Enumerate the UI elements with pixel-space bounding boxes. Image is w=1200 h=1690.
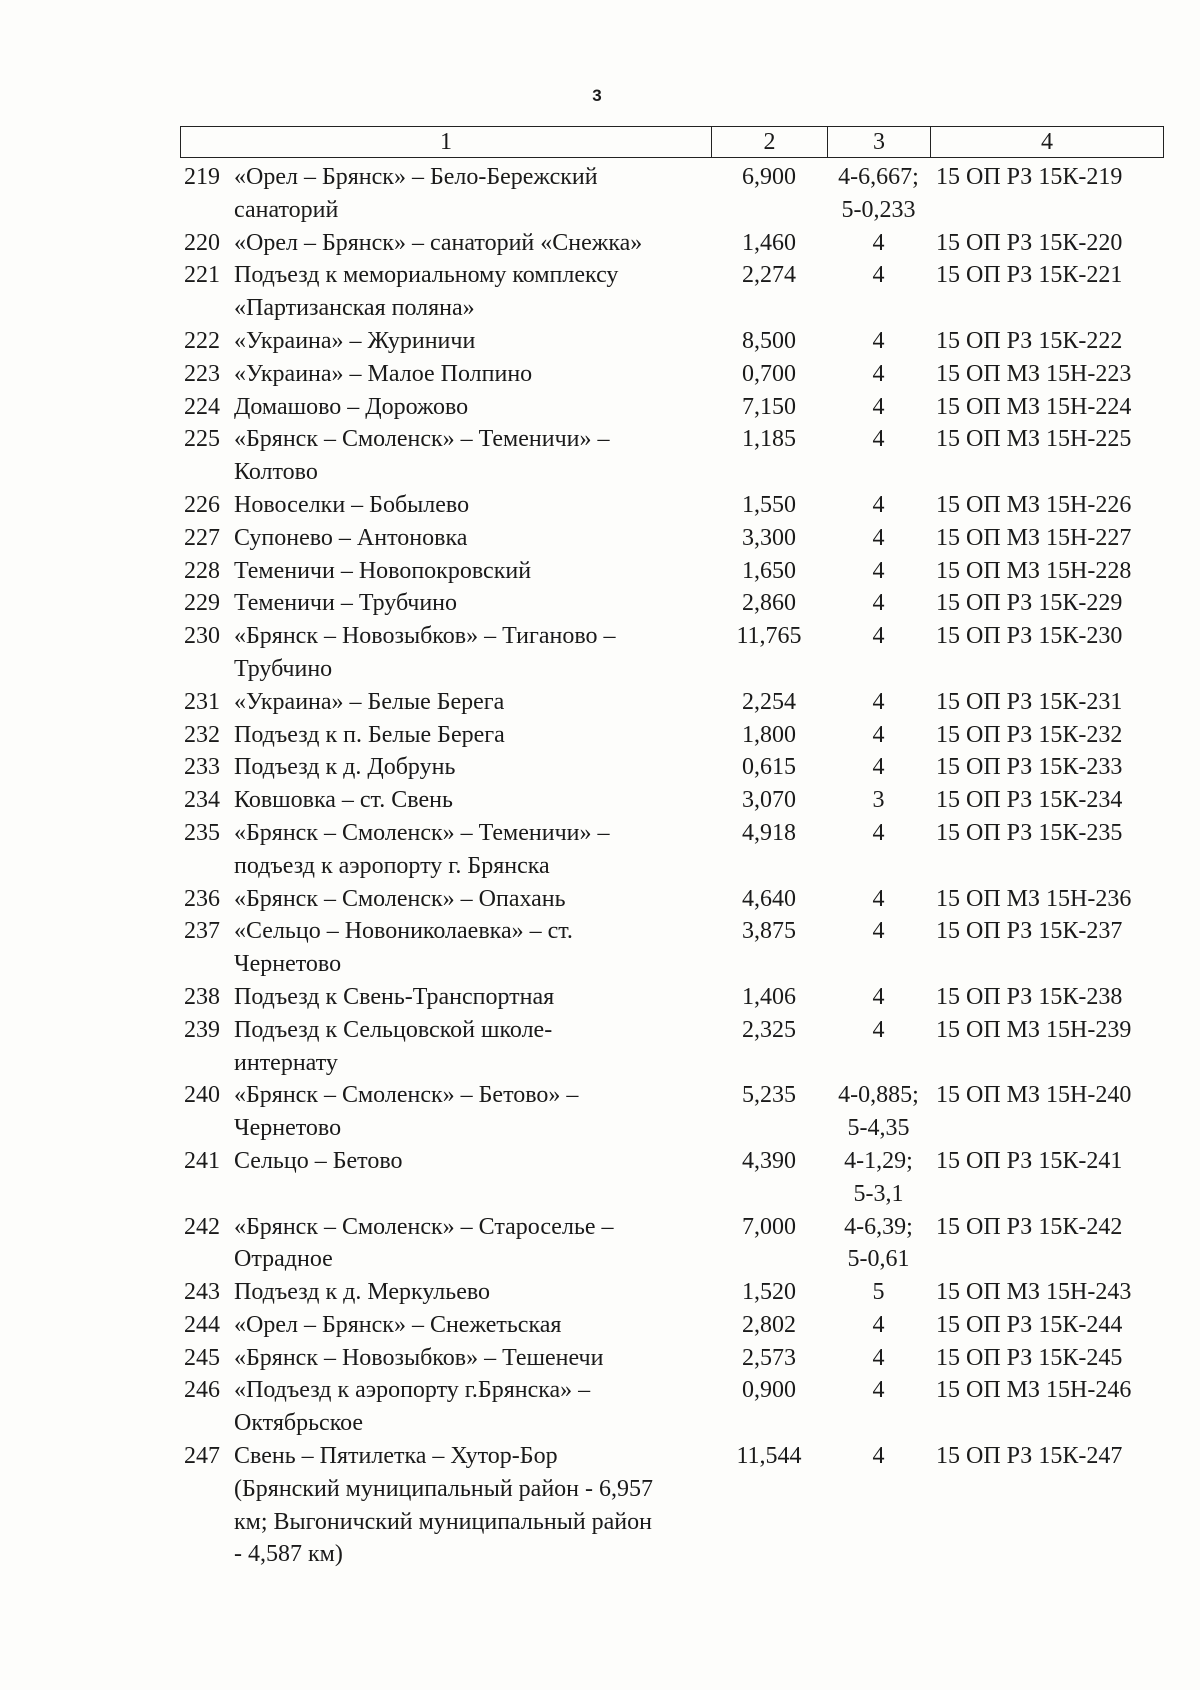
road-id: 15 ОП МЗ 15Н-240 [936, 1082, 1132, 1109]
road-id: 15 ОП МЗ 15Н-246 [936, 1377, 1132, 1404]
row-number: 222 [184, 327, 220, 354]
road-category-line: 4 [872, 524, 885, 551]
row-number: 227 [184, 524, 220, 551]
table-body [180, 161, 1180, 1571]
road-id: 15 ОП РЗ 15К-242 [936, 1213, 1123, 1240]
road-category-line: 5-0,233 [841, 196, 916, 223]
row-number: 219 [184, 164, 220, 190]
road-category [827, 1014, 930, 1080]
road-id: 15 ОП РЗ 15К-229 [936, 590, 1123, 617]
road-length: 2,254 [742, 688, 796, 715]
road-category-line: 5-0,61 [847, 1246, 910, 1273]
road-id: 15 ОП РЗ 15К-233 [936, 754, 1123, 781]
road-id: 15 ОП РЗ 15К-222 [936, 327, 1123, 354]
table-row [180, 587, 1180, 620]
row-number: 238 [184, 983, 220, 1010]
road-name [234, 1309, 711, 1342]
road-category-line: 4 [872, 1344, 885, 1371]
road-category [827, 522, 930, 555]
road-id: 15 ОП МЗ 15Н-226 [936, 491, 1132, 518]
road-category-line: 4 [872, 327, 885, 354]
table-row [180, 817, 1180, 883]
table-row [180, 1342, 1180, 1375]
row-number: 234 [184, 787, 220, 814]
road-category [827, 325, 930, 358]
road-name-line: «Брянск – Смоленск» – Бетово» – [234, 1082, 579, 1109]
table-row [180, 1276, 1180, 1309]
road-name-line: санаторий [234, 196, 339, 223]
road-length: 4,918 [742, 819, 796, 846]
road-name [234, 915, 711, 981]
road-length: 2,860 [742, 590, 796, 617]
road-length: 4,640 [742, 885, 796, 912]
row-number: 246 [184, 1377, 220, 1404]
road-name-line: Подъезд к мемориальному комплексу [234, 262, 619, 289]
road-name-line: «Брянск – Смоленск» – Опахань [234, 885, 566, 912]
row-number: 232 [184, 721, 220, 748]
road-name-line: Новоселки – Бобылево [234, 491, 470, 518]
page-number: 3 [592, 86, 602, 105]
road-name-line: «Брянск – Смоленск» – Теменичи» – [234, 426, 610, 453]
road-name [234, 391, 711, 424]
road-length: 3,875 [742, 918, 796, 945]
road-name [234, 719, 711, 752]
table-row [180, 1079, 1180, 1145]
road-category-line: 4 [872, 1016, 885, 1043]
road-name-line: «Орел – Брянск» – санаторий «Снежка» [234, 229, 643, 256]
road-category [827, 784, 930, 817]
road-name-line: Колтово [234, 459, 318, 486]
road-name-line: (Брянский муниципальный район - 6,957 [234, 1475, 653, 1502]
road-id: 15 ОП МЗ 15Н-236 [936, 885, 1132, 912]
road-name-line: подъезд к аэропорту г. Брянска [234, 852, 550, 879]
road-length: 11,544 [736, 1443, 802, 1470]
table-row [180, 391, 1180, 424]
road-category [827, 620, 930, 686]
road-name [234, 555, 711, 588]
road-id: 15 ОП МЗ 15Н-225 [936, 426, 1132, 453]
table-row [180, 981, 1180, 1014]
road-category [827, 391, 930, 424]
road-id: 15 ОП МЗ 15Н-243 [936, 1279, 1132, 1306]
road-category [827, 1276, 930, 1309]
table-row [180, 1145, 1180, 1211]
road-category [827, 1342, 930, 1375]
road-length: 1,406 [742, 983, 796, 1010]
road-name-line: Отрадное [234, 1246, 333, 1273]
road-name [234, 686, 711, 719]
row-number: 224 [184, 393, 220, 420]
road-name [234, 522, 711, 555]
road-category-line: 4 [872, 623, 885, 650]
road-category-line: 5-3,1 [853, 1180, 904, 1207]
road-category [827, 686, 930, 719]
road-name [234, 587, 711, 620]
table-row [180, 1211, 1180, 1277]
road-length: 1,460 [742, 229, 796, 256]
road-length: 8,500 [742, 327, 796, 354]
header-col-2: 2 [712, 127, 828, 157]
road-id: 15 ОП МЗ 15Н-224 [936, 393, 1132, 420]
row-number: 236 [184, 885, 220, 912]
road-length: 4,390 [742, 1147, 796, 1174]
row-number: 226 [184, 491, 220, 518]
table-row [180, 489, 1180, 522]
road-name [234, 1276, 711, 1309]
row-number: 230 [184, 623, 220, 650]
road-category-line: 4-6,667; [838, 164, 919, 190]
road-name-line: Свень – Пятилетка – Хутор-Бор [234, 1443, 558, 1470]
road-name-line: Подъезд к Свень-Транспортная [234, 983, 555, 1010]
road-name [234, 981, 711, 1014]
row-number: 243 [184, 1279, 220, 1306]
row-number: 241 [184, 1147, 220, 1174]
row-number: 221 [184, 262, 220, 289]
road-category [827, 751, 930, 784]
road-name-line: км; Выгоничский муниципальный район [234, 1508, 652, 1535]
road-length: 2,802 [742, 1311, 796, 1338]
road-category [827, 817, 930, 883]
road-name [234, 259, 711, 325]
road-name [234, 1211, 711, 1277]
road-category-line: 4 [872, 491, 885, 518]
road-category [827, 1374, 930, 1440]
table-row [180, 686, 1180, 719]
road-id: 15 ОП РЗ 15К-244 [936, 1311, 1123, 1338]
row-number: 225 [184, 426, 220, 453]
road-id: 15 ОП РЗ 15К-247 [936, 1443, 1123, 1470]
road-name [234, 1342, 711, 1375]
road-name-line: Супонево – Антоновка [234, 524, 468, 551]
road-id: 15 ОП РЗ 15К-221 [936, 262, 1123, 289]
row-number: 242 [184, 1213, 220, 1240]
road-length: 6,900 [742, 164, 796, 190]
road-category-line: 4 [872, 426, 885, 453]
header-col-3: 3 [828, 127, 931, 157]
road-category [827, 883, 930, 916]
road-name-line: Трубчино [234, 655, 333, 682]
road-name [234, 817, 711, 883]
table-row [180, 555, 1180, 588]
table-row [180, 784, 1180, 817]
road-name [234, 161, 711, 227]
road-name-line: «Брянск – Смоленск» – Староселье – [234, 1213, 614, 1240]
row-number: 247 [184, 1443, 220, 1470]
road-length: 7,000 [742, 1213, 796, 1240]
road-category-line: 4 [872, 557, 885, 584]
road-name [234, 325, 711, 358]
road-name-line: Подъезд к д. Добрунь [234, 754, 456, 781]
row-number: 231 [184, 688, 220, 715]
road-name-line: Чернетово [234, 951, 342, 978]
road-category-line: 4 [872, 229, 885, 256]
road-name [234, 423, 711, 489]
road-name-line: Сельцо – Бетово [234, 1147, 403, 1174]
road-name-line: «Украина» – Белые Берега [234, 688, 505, 715]
row-number: 245 [184, 1344, 220, 1371]
road-id: 15 ОП РЗ 15К-245 [936, 1344, 1123, 1371]
road-id: 15 ОП РЗ 15К-232 [936, 721, 1123, 748]
table-row [180, 1309, 1180, 1342]
road-id: 15 ОП РЗ 15К-237 [936, 918, 1123, 945]
road-category-line: 5 [872, 1279, 885, 1306]
road-id: 15 ОП РЗ 15К-235 [936, 819, 1123, 846]
road-name-line: Чернетово [234, 1115, 342, 1142]
row-number: 233 [184, 754, 220, 781]
road-category-line: 4 [872, 590, 885, 617]
row-number: 235 [184, 819, 220, 846]
road-length: 2,573 [742, 1344, 796, 1371]
road-category-line: 4-6,39; [844, 1213, 913, 1240]
table-row [180, 161, 1180, 227]
road-name [234, 1079, 711, 1145]
road-length: 11,765 [736, 623, 802, 650]
road-category [827, 358, 930, 391]
road-category [827, 1440, 930, 1571]
road-name-line: «Брянск – Смоленск» – Теменичи» – [234, 819, 610, 846]
road-id: 15 ОП РЗ 15К-219 [936, 164, 1123, 190]
table-row [180, 423, 1180, 489]
road-length: 1,520 [742, 1279, 796, 1306]
row-number: 228 [184, 557, 220, 584]
road-id: 15 ОП МЗ 15Н-223 [936, 360, 1132, 387]
road-category [827, 423, 930, 489]
road-name-line: - 4,587 км) [234, 1541, 343, 1568]
road-length: 5,235 [742, 1082, 796, 1109]
road-category [827, 1309, 930, 1342]
table-row [180, 751, 1180, 784]
road-category-line: 4 [872, 721, 885, 748]
road-name [234, 620, 711, 686]
road-category-line: 4-1,29; [844, 1147, 913, 1174]
road-name-line: Подъезд к д. Меркульево [234, 1279, 491, 1306]
row-number: 223 [184, 360, 220, 387]
road-name-line: Теменичи – Новопокровский [234, 557, 532, 584]
row-number: 229 [184, 590, 220, 617]
road-id: 15 ОП МЗ 15Н-227 [936, 524, 1132, 551]
road-category [827, 981, 930, 1014]
road-name-line: Ковшовка – ст. Свень [234, 787, 453, 814]
road-id: 15 ОП МЗ 15Н-228 [936, 557, 1132, 584]
table-row [180, 1374, 1180, 1440]
road-length: 1,185 [742, 426, 796, 453]
road-length: 2,325 [742, 1016, 796, 1043]
road-category-line: 4 [872, 688, 885, 715]
road-name [234, 227, 711, 260]
road-name-line: интернату [234, 1049, 338, 1076]
road-category [827, 489, 930, 522]
road-name-line: «Брянск – Новозыбков» – Тешенечи [234, 1344, 604, 1371]
road-id: 15 ОП РЗ 15К-230 [936, 623, 1123, 650]
road-id: 15 ОП РЗ 15К-241 [936, 1147, 1123, 1174]
road-id: 15 ОП МЗ 15Н-239 [936, 1016, 1132, 1043]
road-name-line: «Орел – Брянск» – Бело-Бережский [234, 164, 598, 190]
road-category-line: 4 [872, 918, 885, 945]
road-category-line: 4 [872, 885, 885, 912]
row-number: 240 [184, 1082, 220, 1109]
row-number: 237 [184, 918, 220, 945]
road-name-line: «Орел – Брянск» – Снежетьская [234, 1311, 562, 1338]
road-name-line: «Сельцо – Новониколаевка» – ст. [234, 918, 573, 945]
road-length: 0,615 [742, 754, 796, 781]
row-number: 220 [184, 229, 220, 256]
road-name-line: Подъезд к п. Белые Берега [234, 721, 505, 748]
road-category-line: 4-0,885; [838, 1082, 919, 1109]
road-category-line: 4 [872, 754, 885, 781]
row-number: 244 [184, 1311, 220, 1338]
table-row [180, 259, 1180, 325]
road-name [234, 751, 711, 784]
table-row [180, 719, 1180, 752]
header-col-1: 1 [181, 127, 712, 157]
road-category-line: 4 [872, 819, 885, 846]
road-category [827, 587, 930, 620]
road-name-line: «Подъезд к аэропорту г.Брянска» – [234, 1377, 591, 1404]
table-row [180, 1014, 1180, 1080]
road-id: 15 ОП РЗ 15К-238 [936, 983, 1123, 1010]
road-length: 2,274 [742, 262, 796, 289]
row-number: 239 [184, 1016, 220, 1043]
road-name [234, 784, 711, 817]
table-row [180, 227, 1180, 260]
road-category [827, 1079, 930, 1145]
road-length: 1,800 [742, 721, 796, 748]
road-name-line: «Партизанская поляна» [234, 295, 475, 322]
road-category [827, 1211, 930, 1277]
road-category-line: 4 [872, 393, 885, 420]
road-category-line: 4 [872, 1311, 885, 1338]
road-name [234, 1014, 711, 1080]
road-id: 15 ОП РЗ 15К-220 [936, 229, 1123, 256]
road-category [827, 555, 930, 588]
road-name-line: «Украина» – Журиничи [234, 327, 476, 354]
road-length: 7,150 [742, 393, 796, 420]
header-col-4: 4 [1041, 129, 1053, 155]
road-category-line: 4 [872, 1377, 885, 1404]
road-category [827, 1145, 930, 1211]
road-category-line: 5-4,35 [847, 1115, 910, 1142]
table-row [180, 522, 1180, 555]
road-length: 0,700 [742, 360, 796, 387]
road-name [234, 883, 711, 916]
road-name [234, 358, 711, 391]
road-name-line: Октябрьское [234, 1410, 364, 1437]
road-category-line: 3 [872, 787, 885, 814]
table-row [180, 620, 1180, 686]
road-category-line: 4 [872, 983, 885, 1010]
road-name-line: Домашово – Дорожово [234, 393, 469, 420]
table-row [180, 358, 1180, 391]
road-category-line: 4 [872, 262, 885, 289]
road-length: 3,300 [742, 524, 796, 551]
road-name-line: «Украина» – Малое Полпино [234, 360, 533, 387]
road-name [234, 1440, 711, 1571]
road-length: 1,650 [742, 557, 796, 584]
road-category [827, 719, 930, 752]
road-category-line: 4 [872, 360, 885, 387]
table-row [180, 1440, 1180, 1571]
road-name-line: Подъезд к Сельцовской школе- [234, 1016, 553, 1043]
table-header [180, 126, 1164, 158]
road-category [827, 227, 930, 260]
road-category-line: 4 [872, 1443, 885, 1470]
road-id: 15 ОП РЗ 15К-231 [936, 688, 1123, 715]
road-length: 3,070 [742, 787, 796, 814]
road-length: 1,550 [742, 491, 796, 518]
table-row [180, 325, 1180, 358]
road-category [827, 161, 930, 227]
road-id: 15 ОП РЗ 15К-234 [936, 787, 1123, 814]
table-row [180, 883, 1180, 916]
road-category [827, 259, 930, 325]
road-name [234, 489, 711, 522]
road-name-line: Теменичи – Трубчино [234, 590, 458, 617]
road-category [827, 915, 930, 981]
road-length: 0,900 [742, 1377, 796, 1404]
table-row [180, 915, 1180, 981]
road-name [234, 1145, 711, 1211]
road-name-line: «Брянск – Новозыбков» – Тиганово – [234, 623, 616, 650]
road-name [234, 1374, 711, 1440]
